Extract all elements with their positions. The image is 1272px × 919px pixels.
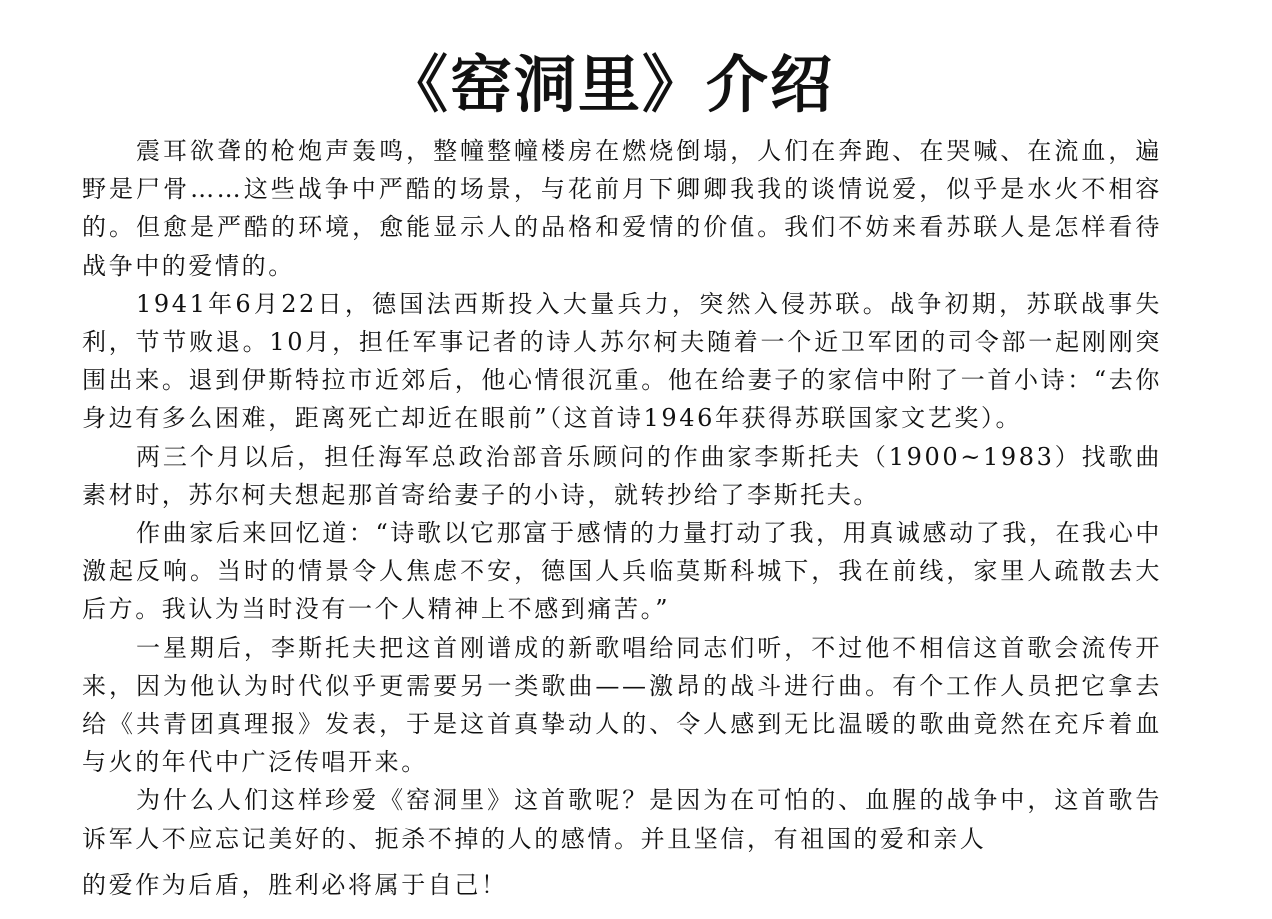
paragraph-1: 震耳欲聋的枪炮声轰鸣，整幢整幢楼房在燃烧倒塌，人们在奔跑、在哭喊、在流血，遍野是尸骨……这些战争中严酷的场景，与花前月下卿卿我我的谈情说爱，似乎是水火不相容的。但愈是严酷的环境，愈能显示人的品格和爱情的价值。我们不妨来看苏联人是怎样看待战争中的爱情的。 bbox=[82, 137, 1162, 280]
document-title: 《窑洞里》介绍 bbox=[385, 48, 834, 121]
paragraph-6: 为什么人们这样珍爱《窑洞里》这首歌呢？是因为在可怕的、血腥的战争中，这首歌告诉军人不应忘记美好的、扼杀不掉的人的感情。并且坚信，有祖国的爱和亲人 bbox=[82, 786, 1162, 853]
paragraph-3: 两三个月以后，担任海军总政治部音乐顾问的作曲家李斯托夫（1900~1983）找歌曲素材时，苏尔柯夫想起那首寄给妻子的小诗，就转抄给了李斯托夫。 bbox=[82, 442, 1162, 509]
article-body bbox=[82, 132, 1162, 858]
paragraph-5: 一星期后，李斯托夫把这首刚谱成的新歌唱给同志们听，不过他不相信这首歌会流传开来，因为他认为时代似乎更需要另一类歌曲——激昂的战斗进行曲。有个工作人员把它拿去给《共青团真理报》发表，于是这首真挚动人的、令人感到无比温暖的歌曲竟然在充斥着血与火的年代中广泛传唱开来。 bbox=[82, 633, 1162, 777]
cut-off-line: 的爱作为后盾，胜利必将属于自己！ bbox=[82, 871, 508, 899]
paragraph-4: 作曲家后来回忆道：“诗歌以它那富于感情的力量打动了我，用真诚感动了我，在我心中激起反响。当时的情景令人焦虑不安，德国人兵临莫斯科城下，我在前线，家里人疏散去大后方。我认为当时没有一个人精神上不感到痛苦。” bbox=[82, 519, 1162, 624]
paragraph-2: 1941年6月22日，德国法西斯投入大量兵力，突然入侵苏联。战争初期，苏联战事失利，节节败退。10月，担任军事记者的诗人苏尔柯夫随着一个近卫军团的司令部一起刚刚突围出来。退到伊斯特拉市近郊后，他心情很沉重。他在给妻子的家信中附了一首小诗：“去你身边有多么困难，距离死亡却近在眼前”（这首诗1946年获得苏联国家文艺奖）。 bbox=[82, 289, 1162, 433]
